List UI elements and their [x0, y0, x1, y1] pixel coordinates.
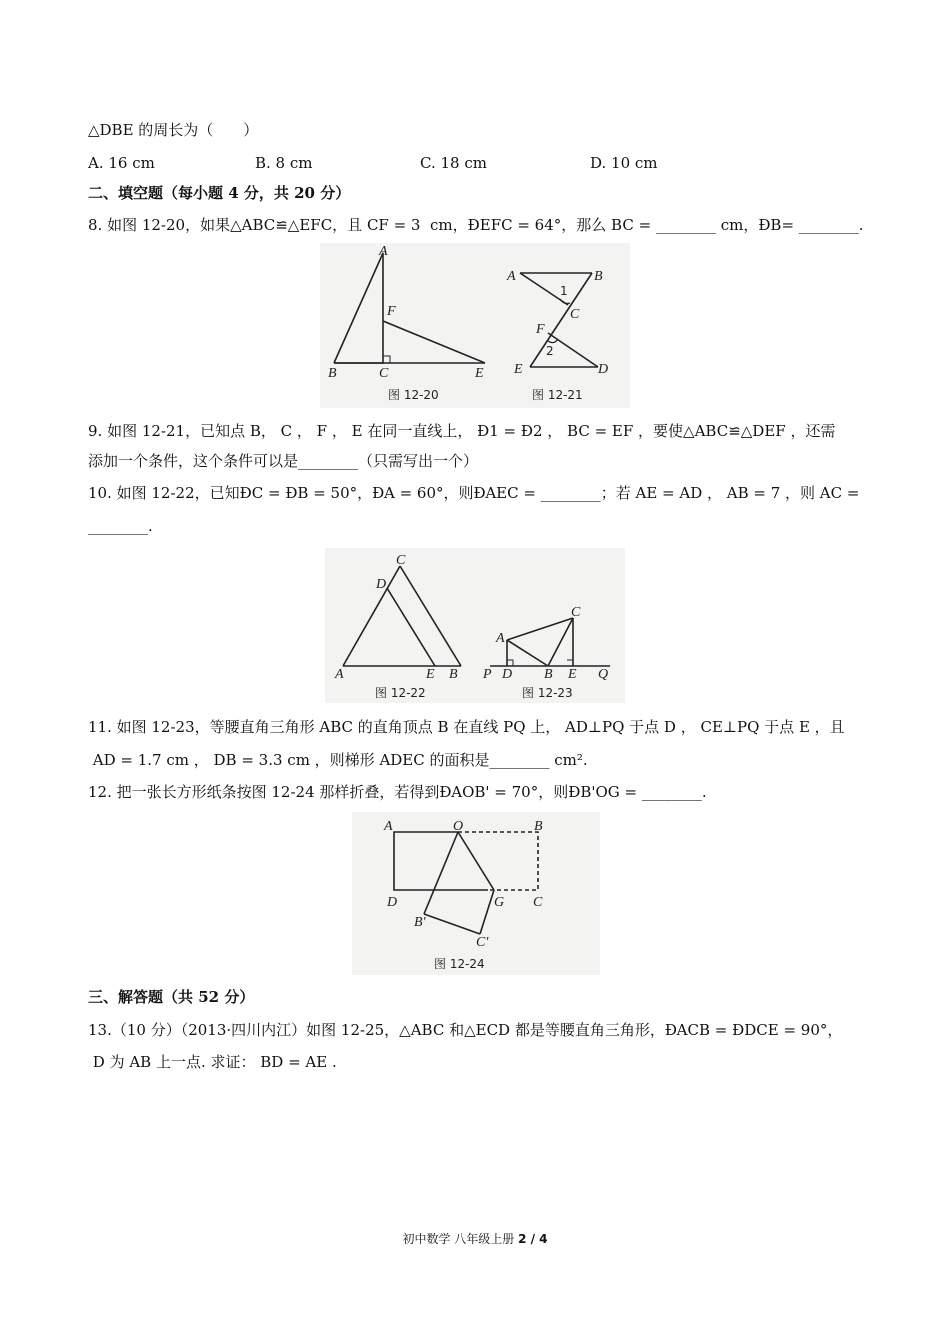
- question-9-line-1: 9. 如图 12-21，已知点 B， C ， F ， E 在同一直线上， Ð1 = Ð2 ， BC = EF ，要使△ABC≌△DEF ，还需: [88, 422, 836, 440]
- fig-12-23-label-q: Q: [598, 667, 609, 682]
- fig-12-24-label-o: O: [453, 819, 464, 834]
- q7-choice-d: D. 10 cm: [590, 154, 658, 172]
- fig-12-23-label-b: B: [544, 667, 553, 682]
- section-2-heading: 二、填空题（每小题 4 分，共 20 分）: [88, 184, 351, 202]
- fig-12-20-label-b: B: [328, 366, 337, 381]
- fig-12-20-label-e: E: [475, 366, 484, 381]
- question-8: 8. 如图 12-20，如果△ABC≌△EFC，且 CF = 3 cm，ÐEFC = 64°，那么 BC = ________ cm，ÐB= ________.: [88, 216, 864, 234]
- fig-12-23-label-a: A: [496, 631, 505, 646]
- page-footer: [0, 1230, 950, 1247]
- fig-12-21-label-a: A: [507, 269, 516, 284]
- fig-12-22-label-b: B: [449, 667, 458, 682]
- fig-12-22-label-d: D: [376, 577, 387, 592]
- question-10-line-1: 10. 如图 12-22，已知ÐC = ÐB = 50°，ÐA = 60°，则ÐAEC = ________；若 AE = AD ， AB = 7 ，则 AC =: [88, 484, 860, 502]
- fig-12-23-label-c: C: [571, 605, 581, 620]
- fig-12-21-label-2: 2: [546, 344, 554, 358]
- fig-12-23-label-d: D: [502, 667, 513, 682]
- fig-12-23-caption: 图 12-23: [522, 686, 573, 700]
- fig-12-20-label-c: C: [379, 366, 389, 381]
- question-9-line-2: 添加一个条件，这个条件可以是________（只需写出一个）: [88, 452, 479, 470]
- fig-12-23-label-p: P: [483, 667, 492, 682]
- fig-12-20-caption: 图 12-20: [388, 388, 439, 402]
- fig-12-24-label-g: G: [494, 895, 505, 910]
- fig-12-21-label-c: C: [570, 307, 580, 322]
- fig-12-24-label-c: C: [533, 895, 543, 910]
- question-10-line-2: ________.: [88, 517, 153, 535]
- fig-12-22-label-a: A: [335, 667, 344, 682]
- fig-12-21-label-1: 1: [560, 284, 568, 298]
- section-3-heading: 三、解答题（共 52 分）: [88, 988, 255, 1006]
- fig-12-22-caption: 图 12-22: [375, 686, 426, 700]
- figure-12-23: [470, 548, 625, 703]
- fig-12-21-caption: 图 12-21: [532, 388, 583, 402]
- fig-12-22-label-e: E: [426, 667, 435, 682]
- fig-12-21-label-f: F: [536, 322, 545, 337]
- footer-course: 初中数学 八年级上册: [402, 1232, 519, 1246]
- fig-12-23-label-e: E: [568, 667, 577, 682]
- fig-12-22-label-c: C: [396, 553, 406, 568]
- fig-12-24-label-b-prime: B': [414, 915, 426, 930]
- q7-choice-a: A. 16 cm: [88, 154, 155, 172]
- fig-12-24-label-c-prime: C': [476, 935, 489, 950]
- fig-12-21-label-e: E: [514, 362, 523, 377]
- figure-12-20: [320, 243, 502, 408]
- question-13-line-2: D 为 AB 上一点. 求证： BD = AE .: [88, 1053, 337, 1071]
- fig-12-21-label-d: D: [598, 362, 609, 377]
- figure-12-24: [352, 812, 600, 975]
- figure-12-21: [502, 243, 630, 408]
- fig-12-20-label-a: A: [379, 244, 388, 259]
- figure-12-22: [325, 548, 470, 703]
- q7-choice-c: C. 18 cm: [420, 154, 487, 172]
- fig-12-24-label-b: B: [534, 819, 543, 834]
- question-12: 12. 把一张长方形纸条按图 12-24 那样折叠，若得到ÐAOB' = 70°，则ÐB'OG = ________.: [88, 783, 707, 801]
- q7-stem-tail: △DBE 的周长为（ ）: [88, 121, 259, 139]
- question-11-line-1: 11. 如图 12-23，等腰直角三角形 ABC 的直角顶点 B 在直线 PQ 上， AD⊥PQ 于点 D ， CE⊥PQ 于点 E ，且: [88, 718, 845, 736]
- fig-12-24-caption: 图 12-24: [434, 957, 485, 971]
- question-11-line-2: AD = 1.7 cm ， DB = 3.3 cm ，则梯形 ADEC 的面积是________ cm².: [88, 751, 588, 769]
- fig-12-20-label-f: F: [387, 304, 396, 319]
- q7-choice-b: B. 8 cm: [255, 154, 313, 172]
- fig-12-24-label-a: A: [384, 819, 393, 834]
- fig-12-21-label-b: B: [594, 269, 603, 284]
- question-13-line-1: 13.（10 分）（2013·四川内江）如图 12-25，△ABC 和△ECD 都是等腰直角三角形，ÐACB = ÐDCE = 90°，: [88, 1021, 843, 1039]
- fig-12-24-label-d: D: [387, 895, 398, 910]
- footer-page-number: 2 / 4: [518, 1232, 548, 1246]
